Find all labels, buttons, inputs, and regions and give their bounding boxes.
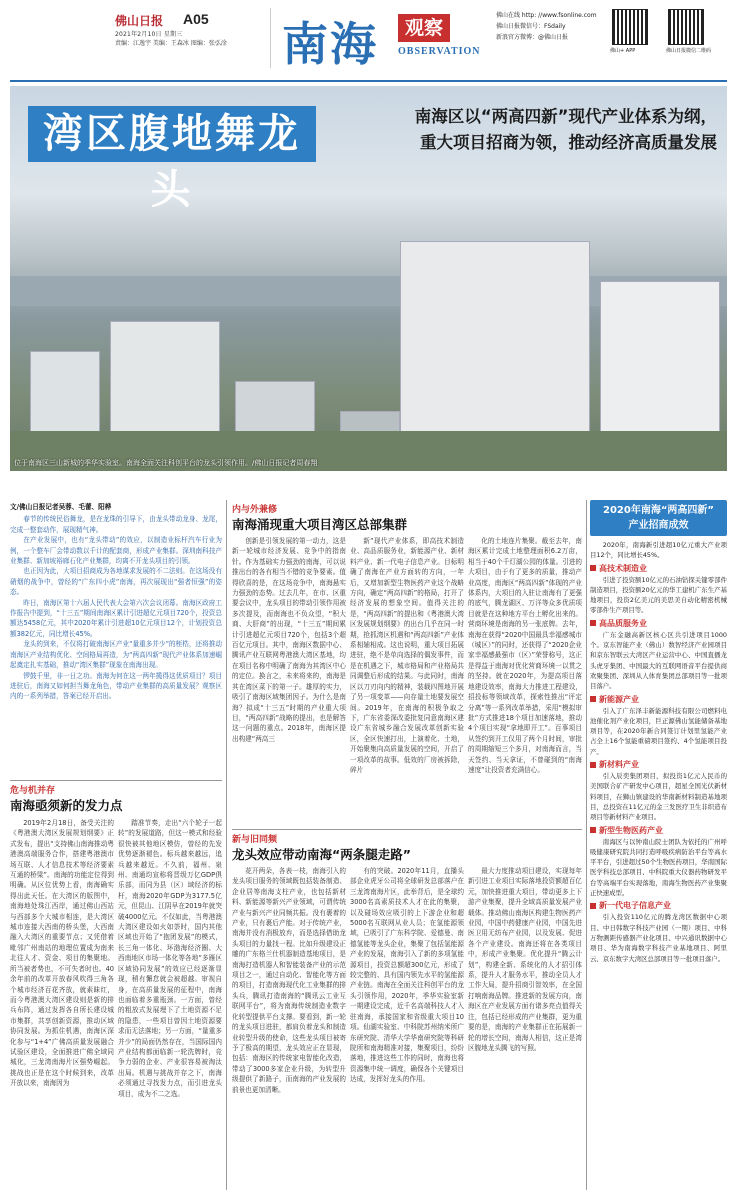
wechat-qr-label: 佛山日报微信二维码 bbox=[666, 48, 712, 54]
square-bullet-icon bbox=[590, 903, 596, 909]
section-heading-1 bbox=[10, 783, 222, 814]
section3-column-1 bbox=[232, 866, 346, 1190]
square-bullet-icon bbox=[590, 696, 596, 702]
square-bullet-icon bbox=[590, 620, 596, 626]
hero-title: 湾区腹地舞龙头 bbox=[28, 106, 316, 162]
contact-wechat: 佛山日报微信号：FSdaily bbox=[496, 23, 566, 30]
section-title: 龙头效应带动南海“两条腿走路” bbox=[232, 847, 411, 862]
sidebar-section-heading: 新一代电子信息产业 bbox=[590, 900, 727, 911]
masthead-rule bbox=[10, 80, 727, 82]
issue-date: 2021年2月10日 星期三 bbox=[115, 31, 183, 38]
body-text: 踏准节奏，走出“六个轮子一起转”的发展道路，但这一模式和经验很快被其他地区模仿，曾经的先发优势逐渐褪色。标兵越来越远，追兵越来越近。不久前，福州、泉州、南通均宣称将晋级万亿GDP俱乐部，而同为县（区）域经济的标杆，南海2020年GDP为3177.5亿元，但昆山、江阴早在2019年就突破4000亿元。不仅如此，当粤港澳大湾区建设如火如荼时，国内其他区域也开始了“抱团发展”的模式，长三角一体化、环渤海经济圈、大西南地区市场一体化等各地“多雁区区域协同发展”的效应已经逐渐显现，稍有懈怠就会被超越。审视自身，在高质量发展的征程中，南海也面临着多重瓶颈。一方面，曾经的粗放式发展埋下了土地资源不足的隐患，一些项目曾因土地资源要求而无法落地；另一方面，“量重多并少”的局面仍然存在，当国际国内产业结构都面临新一轮洗牌时，竞争力弱的企业、产业很容易被淘汰出局。机遇与挑战并存之下，南海必须通过寻找发力点，而引进龙头项目，成为不二之选。 bbox=[118, 819, 222, 1098]
sidebar-section-heading: 高品质服务业 bbox=[590, 618, 727, 629]
app-qr-code[interactable] bbox=[612, 9, 648, 45]
square-bullet-icon bbox=[590, 565, 596, 571]
section-tag: 新与旧同频 bbox=[232, 835, 278, 845]
section-tag: 危与机并存 bbox=[10, 786, 56, 796]
lead-paragraph: 锣鼓千里，非一日之功。南海为何在这一两年揽得这优质项目？项目进驻后，南海又如何担当舞龙角色，带动产业集群的高质量发展？观察区内的一系列举措，答案已经开启出。 bbox=[10, 671, 222, 701]
lead-paragraph: 昨日，南海区第十六届人民代表大会第六次会议闭幕。南海区政府工作报告中提到，“十三五”期间南海区累计引进超亿元项目720个，投资总额达5458亿元，其中2020年累计引进超10亿元项目12个，计划投资总额382亿元，同比增长45%。 bbox=[10, 598, 222, 638]
section-divider bbox=[232, 829, 582, 830]
contact-website[interactable]: 佛山在线 http: //www.fsonline.com bbox=[496, 12, 597, 19]
section-brand-english: OBSERVATION bbox=[398, 46, 481, 57]
app-qr-label: 佛山+ APP bbox=[610, 48, 636, 54]
photo-caption: 位于南海区三山新城的季华实验室。南海全面关注科创平台的龙头引领作用。/佛山日报记者周春翔 bbox=[14, 459, 318, 467]
masthead bbox=[0, 0, 737, 84]
lead-paragraph: 春节的传统民俗舞龙，是在龙珠的引导下，由龙头带动龙身、龙尾，完成一整套动作，展现精气神。 bbox=[10, 515, 222, 534]
section2-column-1 bbox=[232, 536, 346, 826]
masthead-divider bbox=[270, 8, 271, 68]
sidebar-banner-line: 2020年南海“两高四新” bbox=[603, 505, 714, 516]
lead-paragraph: 在产业发展中，也有“龙头带动”的效应，以制造业标杆汽车行业为例，一个整车厂会带动数以千计的配套商，形成产业集群。深圳南科技产业集群、新加坡裕廊石化产业集群，均离不开龙头项目的引领。 bbox=[10, 536, 222, 566]
contact-info bbox=[496, 10, 597, 43]
hero-subtitle-line: 南海区以“两高四新”现代产业体系为纲， bbox=[414, 107, 717, 126]
contact-weibo: 新浪官方微博：@佛山日报 bbox=[496, 34, 569, 41]
body-text: 花开两朵，各表一枝，南海引入的龙头项目服务的领域既包括装备制造、企业居等南海支柱产业，也包括新材料、新能源等新兴产业领域，可谓传统产业与新兴产业同频共振。没有裹着的产业，只有裹后产能。对于传统产业，南海并没有消极放弃，而是选择借助龙头项目的力量找一程。比如升级建设正雕的广东格兰仕机器制造基地项目，是南海打造机器人和智能装备产业的示范项目之一，通过自动化、智能化等方面的项目，打造南海现代化工业集群的排头兵，腾讯打造南海的“腾讯云工业互联网平台”，将为南海传统制造业数字化转型提供平台支撑。要看到，新一轮的龙头项目进驻，都肩负着龙头和制造业转型升级的使命，这些龙头项目被寄予了极高的期望，龙头效应正在显现，包括：南海区的传统家电智能化改造，带动了3000多家企业升级，为转型升级提供了新路子，而南海的产业发展的前景也更加清晰。 bbox=[232, 867, 346, 1094]
results-sidebar bbox=[590, 500, 727, 1190]
lead-paragraph: 也正因为此，大项目招商成为各地谋求发展的不二法则。在这场没有硝烟的战争中，曾经的“广东四小虎”南海，再次展现出“强者恒强”的姿态。 bbox=[10, 567, 222, 597]
section2-column-3 bbox=[468, 536, 582, 826]
sidebar-section-body: 引入辰奕集团项目，拟投资1亿元人民币的美国联合矿产研发中心项目，超星全国光伏新材料项目，在狮山镇建设的华南新材料制造基地项目，总投资在11亿元的金三发医疗卫生非织造布项目等新材料产业项目。 bbox=[590, 772, 727, 822]
section-brand: 南海 bbox=[282, 17, 378, 71]
section-title: 南海涌现重大项目湾区总部集群 bbox=[232, 517, 408, 532]
wechat-qr-code[interactable] bbox=[668, 9, 704, 45]
byline: 文/佛山日报记者吴蓉、毛蕾、阳桦 bbox=[10, 503, 112, 511]
sidebar-section-body: 引入投资110亿元的腾龙湾区数据中心项目、中日韩数字科技产业园（一期）项目、中科万物测距传感器产业化项目、中兴通讯数据中心项目、华为南海数字科技产业基地项目、阿里云、京东数字大湾区总部项目等一批项目落户。 bbox=[590, 913, 727, 963]
body-text: 新”现代产业体系，即高技术制造业、高品质服务业，新能源产业、新材料产业、新一代电子信息产业。目标明确了南海在产业方面转的方向，一年后，又增加新型生物医药产业这个战略方向，确定“两高四新”的格局，打开了经济发展的想象空间。值得关注的是，“两高四新”的提出和《粤港澳大湾区发展规划纲要》的出台几乎在同一时期，抢抓湾区机遇和“两高四新”产业体系相辅相成。这也说明，重大项目拓展进驻，绝不是单向选择的偶发事件，而是在机遇之下，城市格局和产业格局共同调整后形成的结果。与此同时，南海区以刀刃向内的精神，装载四图地开展了另一项变革——向存量土地要发展空间。2019年，在南海的积极争取之下，广东省委深改委批复同意南海区建设广东省城乡融合发展改革创新实验区，全区快速打出，上演着化、土地，开始聚集向高质量发展的空间，开启了一项改革的故事。低效的厂房被拆除，碎片 bbox=[350, 537, 464, 774]
editor-credits: 责编：江逸宇 美编：王森冰 图编：张弘淦 bbox=[115, 40, 227, 47]
sidebar-section-body: 引进了投资额10亿元的石油钻探关键零部件制造项目，投资额20亿元的华工建机广东生产基地项目，投资2亿美元的美思美自动化精密机械零部件生产项目等。 bbox=[590, 575, 727, 615]
page-number: A05 bbox=[183, 11, 209, 27]
section2-column-2 bbox=[350, 536, 464, 826]
square-bullet-icon bbox=[590, 762, 596, 768]
section-heading-3 bbox=[232, 832, 582, 863]
newspaper-logo: 佛山日报 bbox=[115, 14, 164, 28]
section-heading-2 bbox=[232, 502, 582, 533]
sidebar-banner bbox=[590, 500, 727, 536]
lead-paragraph: 龙头的到来，不仅将打破南海区产业“量重多并少”的桎梏，还将推动南海区产业结构优化、空间格局再造，为“两高四新”现代产业体系加速崛起奠定扎实基础，推动“湾区集群”现象在南海出现。 bbox=[10, 640, 222, 670]
hero-photo bbox=[10, 86, 727, 471]
section1-column-1 bbox=[10, 818, 114, 1190]
body-text: 最大力度推动项目建设，实现每年新引进工业项目实际落地投资额超百亿元，加快推进重大项目，带动更多上下游产业集聚，提升全域高质量发展产业载体。推动佛山南海区构建生物医药产业园，中国中药健康产业园，中国先进医卫用无纺布产业园，以及发展、促进各个产业建设。南海还将在各类项目中，形成产业集聚。优化提升“腾云计划”，构建全新、系统化的人才招引体系，提升人才服务水平，推动全员人才工作大局，提升招商引智效率，在全国打响南海品牌。推进新的发展方向，南海区在产业发展方面有诸多亮点值得关注，包括已经形成的产业集群，更为重要的是，南海的产业集群正在拓展新一轮的增长空间，南海人相信，这正是湾区腹地龙头腾飞的写照。 bbox=[468, 867, 582, 1052]
body-text: 有的突破。2020年11月，直播头部企业虎牙公司将全球研发总部落户在三龙湾南海片区，此举背后，是全球约3000名高素质技术人才在此的集聚，以及碰场效应吸引的上下游企业和超5000名互联网从业人员；在氢能源领域，已吸引了广东科学院、爱德曼、南德氢能等龙头企业，集聚了包括氢能源产业的发展，南海引入了新的多项氢能源项目，投资总额超300亿元，形成了较完整的、具有国内领先水平的氢能源产业链。南海在全面关注科创平台的龙头引领作用，2020年，季华实验室新一期建设完成，近千名高端科技人才入驻南海，承接国家和省级重大项目10项。仙湖实验室、中科院苏州纳米所广东研究院、清华大学华南研究院等科研院所和南海精准对接，集聚项目，纷纷落地，推进这些工作的同时，南海也将资源集中统一调度，确保各个关键项目达成，发挥好龙头的作用。 bbox=[350, 867, 464, 1084]
body-text: 化的土地连片集聚。截至去年，南海区累计完成土地整理面积6.2万亩，相当于40个千灯湖公园的体量。引进的大项目，由于有了更多的质量，推动产业高度，南海区“两高四新”体现的产业体系内，大项目的入驻让南海有了更强的底气，腾龙湖区、万洋等众多优质项目就是在这种地方平台上孵化出来的。营商环境是南海的另一张底牌。去年，南海在获得“2020中国最具幸福感城市（城区）”的同时，还获得了“2020企业家幸福感最强市（区）”荣誉称号，这正是得益于南海对优化营商环境一以贯之的坚持。就在2020年，为提高项目落地建设效率，南海大力推进工程建设，招投标等领域改革，探索性推出“评定分离”等一系列改革举措，采用“模拟审批”方式推进18个项目加速落地，推动4个项目实现“拿地即开工”。百事项目从签约到开工仅用了两个月时间，审批的周期缩短三个多月，对南海而言，当天签约、当天拿证，不曾碰到的“南海速度”让投资者充满信心。 bbox=[468, 537, 582, 774]
section3-column-2 bbox=[350, 866, 464, 1190]
column-divider bbox=[226, 500, 227, 1190]
section-divider bbox=[10, 780, 222, 781]
column-divider bbox=[586, 500, 587, 1190]
square-bullet-icon bbox=[590, 827, 596, 833]
hero-subtitle-line: 重大项目招商为领，推动经济高质量发展 bbox=[420, 133, 717, 152]
lead-column bbox=[10, 502, 222, 777]
sidebar-section-heading: 新型生物医药产业 bbox=[590, 825, 727, 836]
sidebar-section-heading: 高技术制造业 bbox=[590, 563, 727, 574]
sidebar-section-heading: 新材料产业 bbox=[590, 759, 727, 770]
section1-column-2 bbox=[118, 818, 222, 1190]
section-brand-box: 观察 bbox=[398, 14, 450, 42]
hero-subtitle bbox=[415, 104, 717, 156]
body-text: 创新是引领发展的第一动力，这是新一轮城市经济发展、竞争中的指南针。作为基础实力强劲的南海，可以说推出台的各有相当不错的竞争要素。值得欣喜的是，在这场竞争中，南海悬实力强劲的态势。过去几年，在市、区重要会议中，龙头项目的带动引领作用被多次提及，而南海也不负众望，“积大商、大肝商”的出现，“十三五”期间累计引进超亿元项目720个，包括3个超百亿元项目。其中，南海区数据中心、腾讯产业互联网粤港澳大湾区基地，均在项目名称中明确了南海为其湾区中心的定位。换言之，未来将来的，南海是其在湾区菜下的第一子。雄厚的实力，吸引了南海区域集团因子。为什么是南海？拟成“十三五”时期的产业重大项目，“两高四新”战略的提出，也是解答这一问题的重点。2018年，南海区提出构建“两高三 bbox=[232, 537, 346, 743]
sidebar-section-body: 引入了广东泽丰新能源科技有限公司燃料电池催化剂产业化项目，巨正源佛山氢能储备基地项目等，在2020年新合同签订计划里氢能产业占全上16个氢能重磅项目签约、4个氢能项目投产。 bbox=[590, 706, 727, 756]
section3-column-3 bbox=[468, 866, 582, 1190]
body-text: 2019年2月18日，备受关注的《粤港澳大湾区发展规划纲要》正式发布，提出“支持佛山南海推动粤港澳高端服务合作，搭建粤港澳市场互联、人才信息技术等经济要素互通的桥梁”。南海的功能定位得到明确。从区位优势上看，南海确实得出此天任。在大湾区的版图中，南海地处珠江西岸，通过佛山西站与西部多个大城市相连，是大湾区城市连接大西南的桥头堡，大西南融入大湾区的重要节点；又凭借着毗邻广州南站的地理位置成为南来北往人才、资金、项目的集聚地。所当被者势也，不可失者时也。40余年前的改革开放春风吹得三角各个城市经济百花齐放，就素昧红，而今粤港澳大湾区建设则是新的排兵布阵，通过发挥各自所长建设城市集群，共享创新资源，推动区域协同发展。为抓住机遇，南海区深化参与“1+4”广佛高质量发展融合试验区建设，全面推进广佛全域同城化，三龙湾南海片区强势崛起。挑战也正是在这个时候到来，改革开放以来，南海因为 bbox=[10, 819, 114, 1088]
sidebar-section-body: 广东金融高新区核心区共引进项目1000个。京东智能产业（佛山）数智经济产业园项目和京东智联云大湾区产业运营中心、中国直播龙头虎牙集团、中国最大的互联网语音平台提供商欢聚集团、深圳从人体育集团总部项目等一批项目落户。 bbox=[590, 630, 727, 691]
sidebar-section-heading: 新能源产业 bbox=[590, 694, 727, 705]
sidebar-intro: 2020年，南海新引进超10亿元重大产业项目12个，同比增长45%。 bbox=[590, 541, 727, 560]
section-tag: 内与外兼修 bbox=[232, 505, 278, 515]
sidebar-banner-line: 产业招商成效 bbox=[628, 520, 689, 531]
section-title: 南海亟须新的发力点 bbox=[10, 798, 123, 813]
sidebar-section-body: 南海区与以钟南山院士团队为依托的广州呼吸健康研究院共同打造呼吸疾病防治平台等高水平平台，引进超过50个生物医药项目，华南国际医学科技总部项目、中科院重大仪器药物研发平台等高端平台实现落地，南海生物医药产业集聚正快速成型。 bbox=[590, 837, 727, 898]
